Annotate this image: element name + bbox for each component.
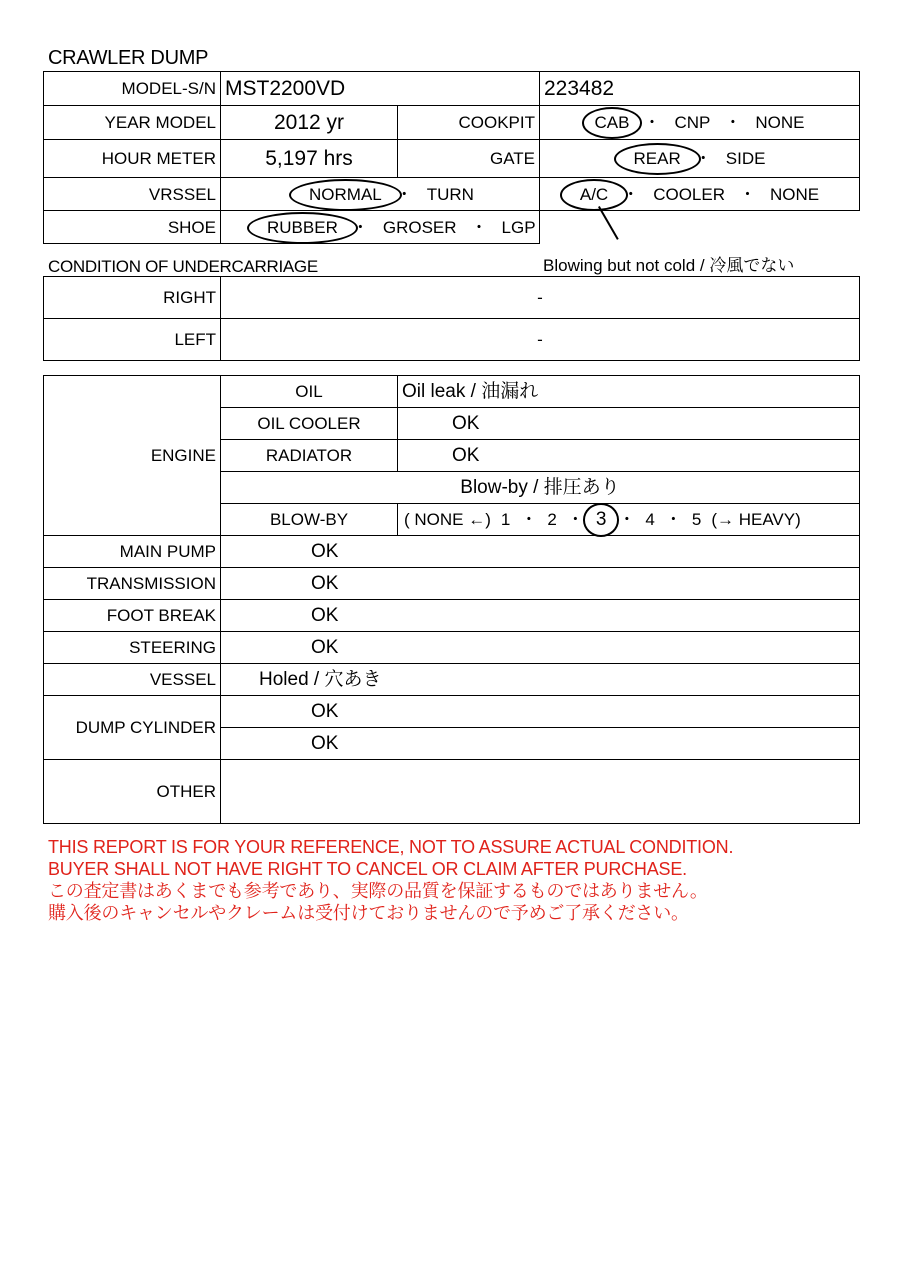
scale-level-4: 4: [645, 510, 655, 529]
cookpit-option-none: NONE: [755, 113, 805, 132]
separator: ・: [395, 184, 413, 204]
transmission-value: OK: [221, 568, 860, 600]
foot-break-value: OK: [221, 600, 860, 632]
vessel-option-turn: TURN: [426, 184, 474, 204]
separator: ・: [351, 217, 369, 237]
blowby-note: Blow-by / 排圧あり: [221, 472, 860, 504]
other-value: [221, 760, 860, 824]
year-label: YEAR MODEL: [44, 106, 221, 140]
other-label: OTHER: [44, 760, 221, 824]
dump-cylinder-label: DUMP CYLINDER: [44, 696, 221, 760]
gate-option-side: SIDE: [725, 149, 766, 168]
scale-end: (→ HEAVY): [711, 510, 801, 529]
undercarriage-title: CONDITION OF UNDERCARRIAGE: [48, 257, 318, 276]
separator: ・: [566, 510, 584, 529]
transmission-label: TRANSMISSION: [44, 568, 221, 600]
steering-label: STEERING: [44, 632, 221, 664]
empty-cell: [540, 211, 860, 244]
gate-option-rear: REAR: [633, 149, 681, 168]
disclaimer-line-1: THIS REPORT IS FOR YOUR REFERENCE, NOT TO ASSURE ACTUAL CONDITION.: [48, 837, 734, 857]
cookpit-option-cnp: CNP: [674, 113, 711, 132]
separator: ・: [470, 217, 488, 237]
vessel-type-label: VRSSEL: [44, 178, 221, 211]
separator: ・: [622, 184, 640, 204]
left-label: LEFT: [44, 319, 221, 361]
model-value: MST2200VD: [221, 72, 540, 106]
gate-label: GATE: [398, 140, 540, 178]
right-label: RIGHT: [44, 277, 221, 319]
year-value: 2012 yr: [221, 106, 398, 140]
radiator-value: OK: [398, 440, 860, 472]
vessel-option-normal: NORMAL: [309, 184, 382, 204]
serial-value: 223482: [540, 72, 860, 106]
shoe-option-lgp: LGP: [501, 217, 536, 237]
engine-table: [43, 375, 860, 824]
separator: ・: [739, 184, 756, 204]
disclaimer: [48, 836, 733, 924]
model-label: MODEL-S/N: [44, 72, 221, 106]
ac-option-none: NONE: [770, 184, 820, 204]
disclaimer-line-3: この査定書はあくまでも参考であり、実際の品質を保証するものではありません。: [48, 881, 708, 901]
ac-note: Blowing but not cold / 冷風でない: [543, 256, 795, 275]
blowby-label: BLOW-BY: [221, 504, 398, 536]
shoe-option-groser: GROSER: [382, 217, 457, 237]
hour-label: HOUR METER: [44, 140, 221, 178]
dump-cylinder-value-2: OK: [221, 728, 860, 760]
right-value: -: [221, 277, 860, 319]
separator: ・: [664, 510, 682, 529]
scale-level-1: 1: [500, 510, 511, 529]
ac-options: [540, 178, 860, 211]
shoe-options: [221, 211, 540, 244]
oil-label: OIL: [221, 376, 398, 408]
engine-label: ENGINE: [44, 376, 221, 536]
separator: ・: [520, 510, 538, 529]
disclaimer-line-2: BUYER SHALL NOT HAVE RIGHT TO CANCEL OR CLAIM AFTER PURCHASE.: [48, 859, 687, 879]
separator: ・: [643, 113, 661, 132]
shoe-option-rubber: RUBBER: [267, 217, 338, 237]
oil-value: Oil leak / 油漏れ: [398, 376, 860, 408]
oil-cooler-value: OK: [398, 408, 860, 440]
shoe-label: SHOE: [44, 211, 221, 244]
scale-level-3-selected: 3: [595, 509, 607, 530]
cookpit-options: [540, 106, 860, 140]
hour-value: 5,197 hrs: [221, 140, 398, 178]
ac-option-cooler: COOLER: [653, 184, 725, 204]
document-title: CRAWLER DUMP: [48, 47, 209, 69]
left-value: -: [221, 319, 860, 361]
vessel-value: Holed / 穴あき: [221, 664, 860, 696]
scale-start: ( NONE ←): [404, 510, 491, 529]
blowby-scale: [398, 504, 860, 536]
gate-options: [540, 140, 860, 178]
spec-table: [43, 71, 860, 244]
scale-level-5: 5: [691, 510, 702, 529]
undercarriage-table: [43, 276, 860, 361]
ac-option-ac: A/C: [579, 184, 609, 204]
foot-break-label: FOOT BREAK: [44, 600, 221, 632]
main-pump-value: OK: [221, 536, 860, 568]
cookpit-option-cab: CAB: [594, 113, 630, 132]
separator: ・: [724, 113, 742, 132]
disclaimer-line-4: 購入後のキャンセルやクレームは受付けておりませんので予めご了承ください。: [48, 903, 689, 923]
separator: ・: [694, 149, 712, 168]
scale-level-2: 2: [547, 510, 557, 529]
main-pump-label: MAIN PUMP: [44, 536, 221, 568]
separator: ・: [618, 510, 636, 529]
radiator-label: RADIATOR: [221, 440, 398, 472]
oil-cooler-label: OIL COOLER: [221, 408, 398, 440]
vessel-type-options: [221, 178, 540, 211]
steering-value: OK: [221, 632, 860, 664]
vessel-label: VESSEL: [44, 664, 221, 696]
cookpit-label: COOKPIT: [398, 106, 540, 140]
dump-cylinder-value-1: OK: [221, 696, 860, 728]
